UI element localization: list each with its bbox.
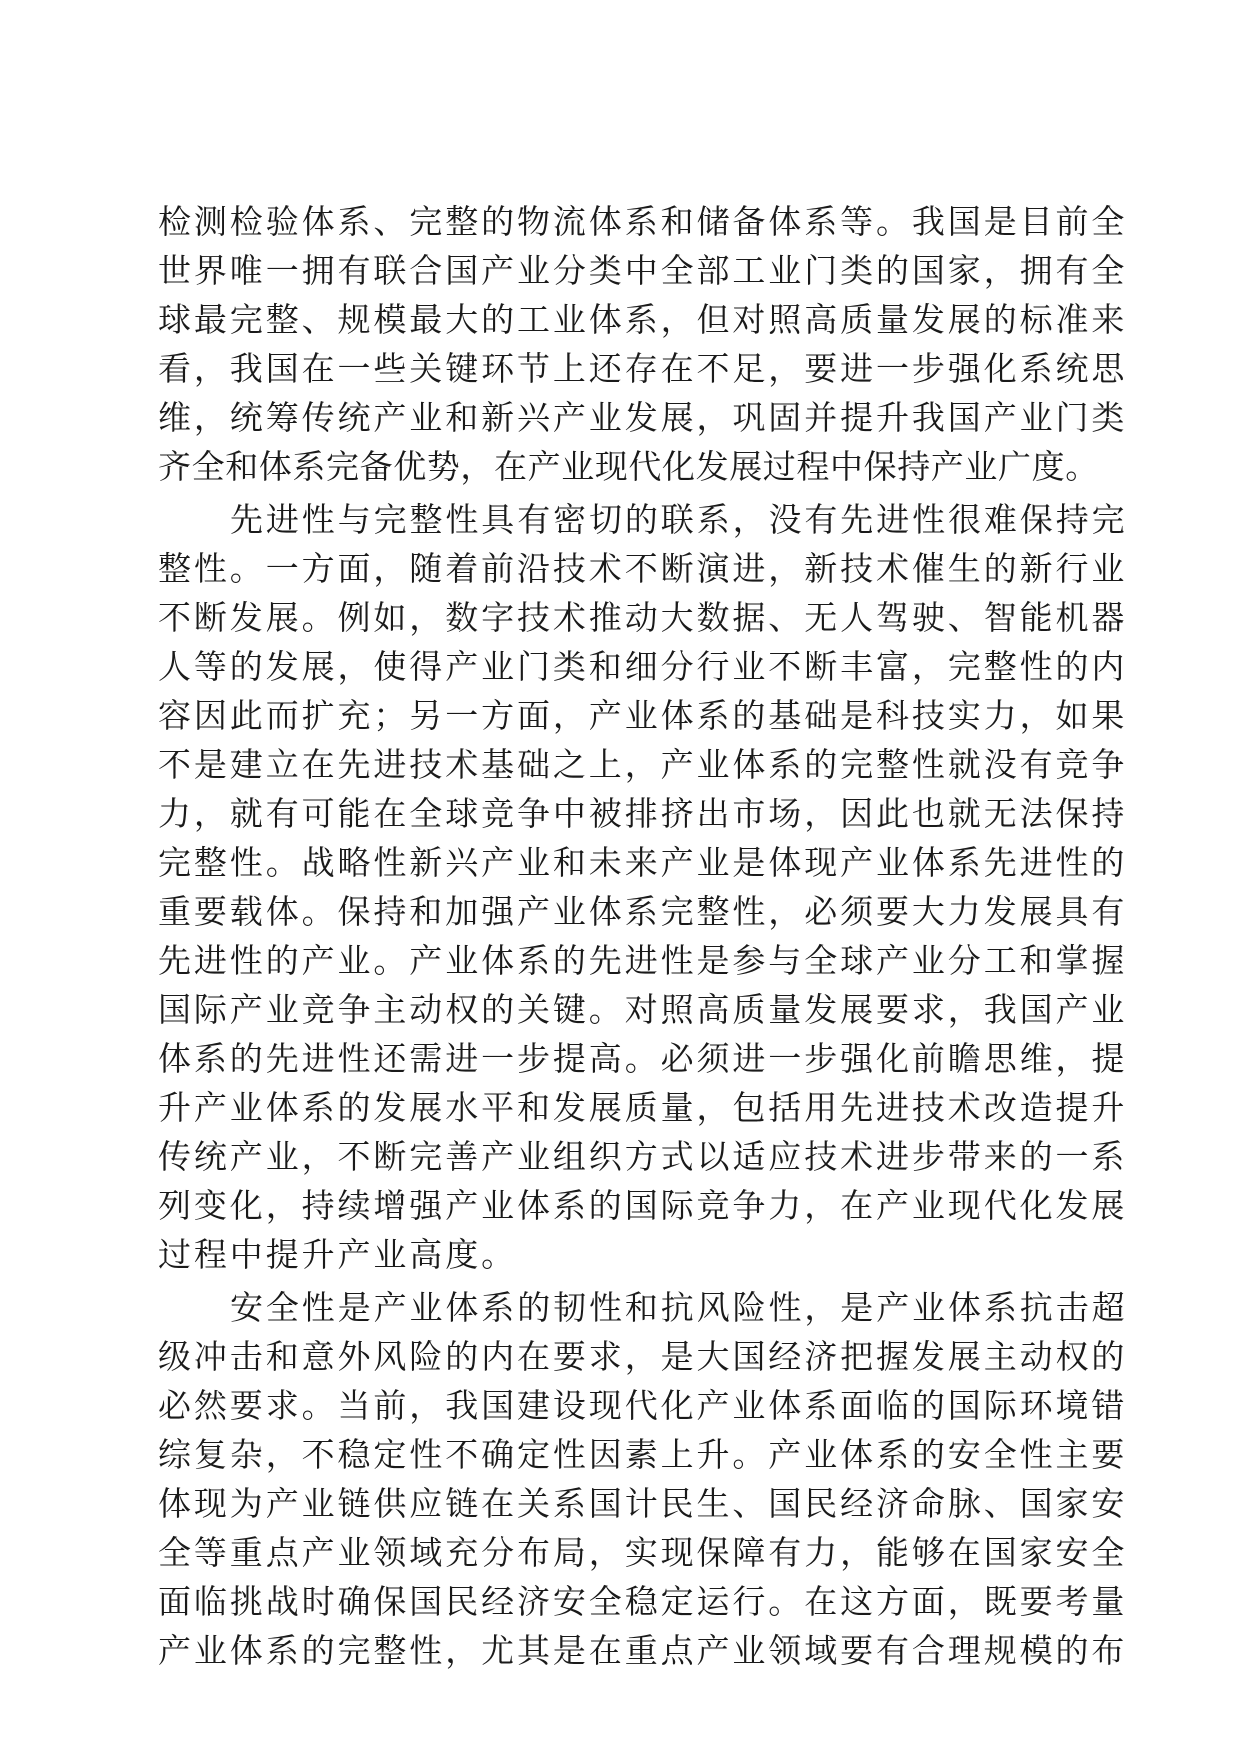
text-line: 级冲击和意外风险的内在要求，是大国经济把握发展主动权的 — [158, 1337, 1128, 1376]
paragraph — [158, 197, 1128, 491]
text-line: 产业体系的完整性，尤其是在重点产业领域要有合理规模的布 — [158, 1631, 1128, 1670]
paragraph — [158, 1283, 1128, 1675]
text-line: 不断发展。例如，数字技术推动大数据、无人驾驶、智能机器 — [158, 598, 1128, 637]
text-line: 安全性是产业体系的韧性和抗风险性，是产业体系抗击超 — [230, 1288, 1128, 1327]
text-line: 过程中提升产业高度。 — [158, 1235, 517, 1274]
text-line: 看，我国在一些关键环节上还存在不足，要进一步强化系统思 — [158, 349, 1128, 388]
text-line: 国际产业竞争主动权的关键。对照高质量发展要求，我国产业 — [158, 990, 1128, 1029]
text-line: 先进性与完整性具有密切的联系，没有先进性很难保持完 — [230, 500, 1128, 539]
text-line: 维，统筹传统产业和新兴产业发展，巩固并提升我国产业门类 — [158, 398, 1128, 437]
text-line: 综复杂，不稳定性不确定性因素上升。产业体系的安全性主要 — [158, 1435, 1128, 1474]
text-line: 力，就有可能在全球竞争中被排挤出市场，因此也就无法保持 — [158, 794, 1128, 833]
text-line: 先进性的产业。产业体系的先进性是参与全球产业分工和掌握 — [158, 941, 1128, 980]
text-line: 重要载体。保持和加强产业体系完整性，必须要大力发展具有 — [158, 892, 1128, 931]
text-line: 容因此而扩充；另一方面，产业体系的基础是科技实力，如果 — [158, 696, 1128, 735]
text-line: 面临挑战时确保国民经济安全稳定运行。在这方面，既要考量 — [158, 1582, 1128, 1621]
text-line: 列变化，持续增强产业体系的国际竞争力，在产业现代化发展 — [158, 1186, 1128, 1225]
text-line: 全等重点产业领域充分布局，实现保障有力，能够在国家安全 — [158, 1533, 1128, 1572]
text-line: 整性。一方面，随着前沿技术不断演进，新技术催生的新行业 — [158, 549, 1128, 588]
text-line: 升产业体系的发展水平和发展质量，包括用先进技术改造提升 — [158, 1088, 1128, 1127]
text-line: 完整性。战略性新兴产业和未来产业是体现产业体系先进性的 — [158, 843, 1128, 882]
text-line: 检测检验体系、完整的物流体系和储备体系等。我国是目前全 — [158, 202, 1128, 241]
text-line: 世界唯一拥有联合国产业分类中全部工业门类的国家，拥有全 — [158, 251, 1128, 290]
text-line: 不是建立在先进技术基础之上，产业体系的完整性就没有竞争 — [158, 745, 1128, 784]
text-line: 齐全和体系完备优势，在产业现代化发展过程中保持产业广度。 — [158, 447, 1099, 486]
text-line: 体现为产业链供应链在关系国计民生、国民经济命脉、国家安 — [158, 1484, 1128, 1523]
text-line: 必然要求。当前，我国建设现代化产业体系面临的国际环境错 — [158, 1386, 1128, 1425]
paragraph — [158, 495, 1128, 1279]
text-line: 体系的先进性还需进一步提高。必须进一步强化前瞻思维，提 — [158, 1039, 1128, 1078]
text-line: 传统产业，不断完善产业组织方式以适应技术进步带来的一系 — [158, 1137, 1128, 1176]
text-line: 人等的发展，使得产业门类和细分行业不断丰富，完整性的内 — [158, 647, 1128, 686]
text-line: 球最完整、规模最大的工业体系，但对照高质量发展的标准来 — [158, 300, 1128, 339]
body-text — [158, 197, 1128, 1675]
